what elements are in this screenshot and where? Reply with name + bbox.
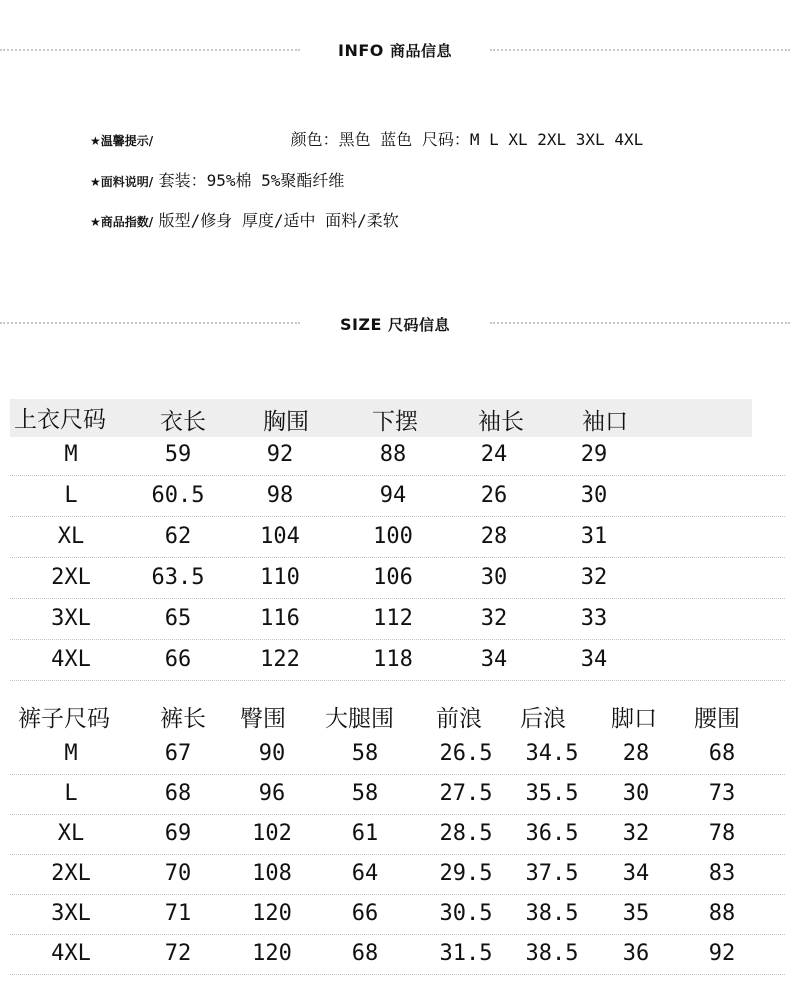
top-cell: 60.5 (151, 483, 205, 508)
pants-cell: 34.5 (525, 741, 579, 766)
top-size-label: 3XL (51, 606, 91, 631)
top-row-separator (10, 557, 785, 558)
top-header-cell: 下摆 (372, 409, 418, 435)
pants-cell: 37.5 (525, 861, 579, 886)
top-cell: 59 (164, 442, 192, 467)
pants-cell: 73 (708, 781, 736, 806)
top-cell: 122 (260, 647, 300, 672)
info-row-tips (90, 127, 643, 150)
pants-cell: 90 (258, 741, 286, 766)
info-label: ★商品指数/ (90, 215, 154, 229)
pants-cell: 35 (622, 901, 650, 926)
pants-cell: 88 (708, 901, 736, 926)
info-value: 版型/修身 厚度/适中 面料/柔软 (158, 211, 399, 230)
info-title-en: INFO (338, 41, 384, 60)
pants-size-label: 3XL (51, 901, 91, 926)
pants-header-cell: 后浪 (520, 706, 566, 732)
pants-cell: 35.5 (525, 781, 579, 806)
size-title-cn: 尺码信息 (388, 316, 451, 334)
pants-cell: 92 (708, 941, 736, 966)
pants-cell: 72 (164, 941, 192, 966)
top-size-label: M (64, 442, 78, 467)
top-cell: 92 (266, 442, 294, 467)
pants-cell: 120 (252, 941, 292, 966)
pants-header-cell: 大腿围 (325, 706, 394, 732)
pants-size-label: XL (57, 821, 85, 846)
pants-row-separator (10, 974, 785, 975)
info-value: 颜色：黑色 蓝色 尺码：M L XL 2XL 3XL 4XL (290, 130, 644, 149)
pants-cell: 58 (351, 781, 379, 806)
info-label: ★温馨提示/ (90, 134, 154, 148)
top-header-cell: 衣长 (160, 409, 206, 435)
top-cell: 30 (580, 483, 608, 508)
pants-row-separator (10, 814, 785, 815)
info-row-index (90, 208, 399, 231)
top-row-separator (10, 680, 785, 681)
size-section-title (0, 314, 790, 335)
top-cell: 33 (580, 606, 608, 631)
pants-row-separator (10, 854, 785, 855)
pants-cell: 36.5 (525, 821, 579, 846)
info-section-title (0, 40, 790, 61)
top-cell: 65 (164, 606, 192, 631)
top-header-cell: 上衣尺码 (14, 407, 106, 433)
pants-cell: 31.5 (439, 941, 493, 966)
pants-header-cell: 裤子尺码 (18, 706, 110, 732)
pants-cell: 34 (622, 861, 650, 886)
pants-cell: 58 (351, 741, 379, 766)
pants-cell: 28 (622, 741, 650, 766)
pants-header-cell: 臀围 (240, 706, 286, 732)
top-cell: 98 (266, 483, 294, 508)
pants-cell: 68 (351, 941, 379, 966)
pants-cell: 27.5 (439, 781, 493, 806)
top-cell: 31 (580, 524, 608, 549)
top-cell: 110 (260, 565, 300, 590)
pants-cell: 66 (351, 901, 379, 926)
pants-cell: 69 (164, 821, 192, 846)
info-value: 套装：95%棉 5%聚酯纤维 (158, 171, 345, 190)
top-cell: 118 (373, 647, 413, 672)
info-row-fabric (90, 168, 344, 191)
top-header-cell: 胸围 (263, 409, 309, 435)
top-header-cell: 袖口 (582, 409, 628, 435)
pants-cell: 30 (622, 781, 650, 806)
top-cell: 100 (373, 524, 413, 549)
pants-cell: 29.5 (439, 861, 493, 886)
pants-row-separator (10, 774, 785, 775)
top-size-label: 2XL (51, 565, 91, 590)
pants-header-cell: 脚口 (611, 706, 657, 732)
pants-cell: 83 (708, 861, 736, 886)
info-title-cn: 商品信息 (389, 42, 452, 60)
pants-cell: 120 (252, 901, 292, 926)
top-cell: 30 (480, 565, 508, 590)
top-cell: 34 (480, 647, 508, 672)
pants-size-label: 4XL (51, 941, 91, 966)
top-cell: 106 (373, 565, 413, 590)
top-cell: 88 (379, 442, 407, 467)
top-cell: 32 (480, 606, 508, 631)
pants-cell: 70 (164, 861, 192, 886)
pants-size-label: L (64, 781, 78, 806)
top-cell: 94 (379, 483, 407, 508)
pants-cell: 38.5 (525, 901, 579, 926)
pants-cell: 78 (708, 821, 736, 846)
pants-cell: 36 (622, 941, 650, 966)
pants-cell: 38.5 (525, 941, 579, 966)
pants-header-cell: 腰围 (694, 706, 740, 732)
top-row-separator (10, 475, 785, 476)
pants-cell: 61 (351, 821, 379, 846)
pants-cell: 108 (252, 861, 292, 886)
pants-cell: 68 (164, 781, 192, 806)
top-size-label: 4XL (51, 647, 91, 672)
pants-size-label: 2XL (51, 861, 91, 886)
pants-cell: 28.5 (439, 821, 493, 846)
pants-cell: 26.5 (439, 741, 493, 766)
pants-cell: 67 (164, 741, 192, 766)
pants-table-header (10, 698, 785, 736)
top-size-label: L (64, 483, 78, 508)
top-header-cell: 袖长 (478, 409, 524, 435)
info-label: ★面料说明/ (90, 175, 154, 189)
top-cell: 32 (580, 565, 608, 590)
pants-header-cell: 裤长 (160, 706, 206, 732)
top-cell: 62 (164, 524, 192, 549)
pants-cell: 96 (258, 781, 286, 806)
top-row-separator (10, 516, 785, 517)
top-cell: 104 (260, 524, 300, 549)
pants-row-separator (10, 894, 785, 895)
top-row-separator (10, 639, 785, 640)
pants-header-cell: 前浪 (436, 706, 482, 732)
top-cell: 116 (260, 606, 300, 631)
top-table-header (10, 399, 752, 437)
top-cell: 66 (164, 647, 192, 672)
top-size-label: XL (57, 524, 85, 549)
pants-cell: 64 (351, 861, 379, 886)
top-cell: 29 (580, 442, 608, 467)
top-cell: 24 (480, 442, 508, 467)
top-cell: 63.5 (151, 565, 205, 590)
top-cell: 28 (480, 524, 508, 549)
pants-cell: 102 (252, 821, 292, 846)
pants-cell: 71 (164, 901, 192, 926)
pants-cell: 32 (622, 821, 650, 846)
top-row-separator (10, 598, 785, 599)
size-title-en: SIZE (339, 315, 382, 334)
pants-cell: 30.5 (439, 901, 493, 926)
top-cell: 112 (373, 606, 413, 631)
pants-cell: 68 (708, 741, 736, 766)
pants-size-label: M (64, 741, 78, 766)
top-cell: 34 (580, 647, 608, 672)
pants-row-separator (10, 934, 785, 935)
top-cell: 26 (480, 483, 508, 508)
